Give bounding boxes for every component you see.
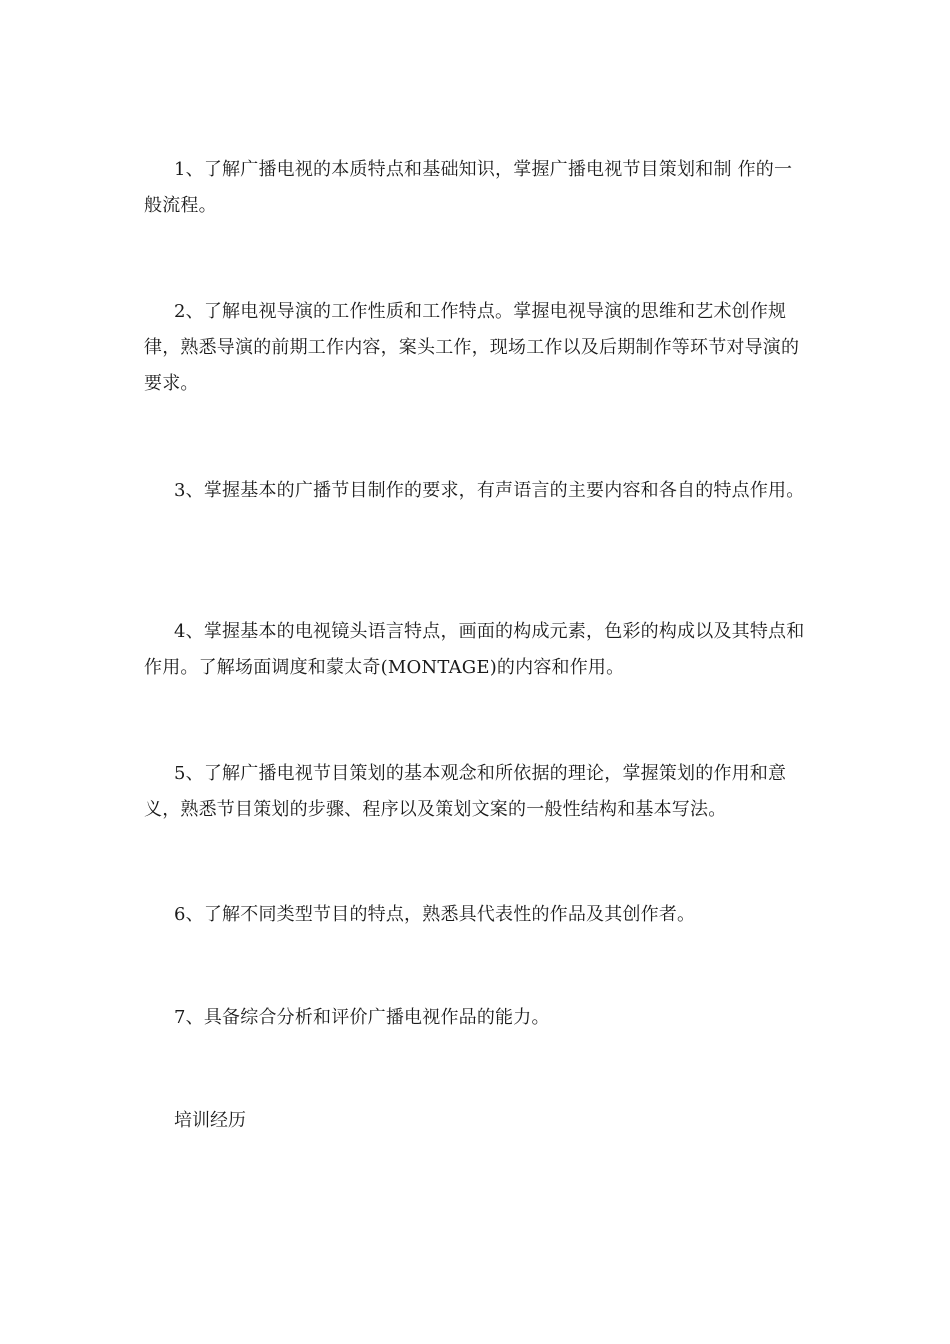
requirement-item-7: 7、具备综合分析和评价广播电视作品的能力。: [174, 1007, 550, 1028]
requirement-item-4: 4、掌握基本的电视镜头语言特点，画面的构成元素，色彩的构成以及其特点和作用。了解场面调度和蒙太奇(MONTAGE)的内容和作用。: [144, 621, 805, 678]
requirement-item-3: 3、掌握基本的广播节目制作的要求，有声语言的主要内容和各自的特点作用。: [174, 480, 805, 501]
requirement-item-1: 1、了解广播电视的本质特点和基础知识，掌握广播电视节目策划和制 作的一般流程。: [144, 159, 793, 216]
requirement-item-6: 6、了解不同类型节目的特点，熟悉具代表性的作品及其创作者。: [174, 904, 696, 925]
requirement-item-2: 2、了解电视导演的工作性质和工作特点。掌握电视导演的思维和艺术创作规律，熟悉导演的前期工作内容，案头工作，现场工作以及后期制作等环节对导演的要求。: [144, 301, 800, 394]
requirement-item-5: 5、了解广播电视节目策划的基本观念和所依据的理论，掌握策划的作用和意义，熟悉节目策划的步骤、程序以及策划文案的一般性结构和基本写法。: [144, 763, 787, 820]
section-heading-training: 培训经历: [174, 1110, 246, 1131]
